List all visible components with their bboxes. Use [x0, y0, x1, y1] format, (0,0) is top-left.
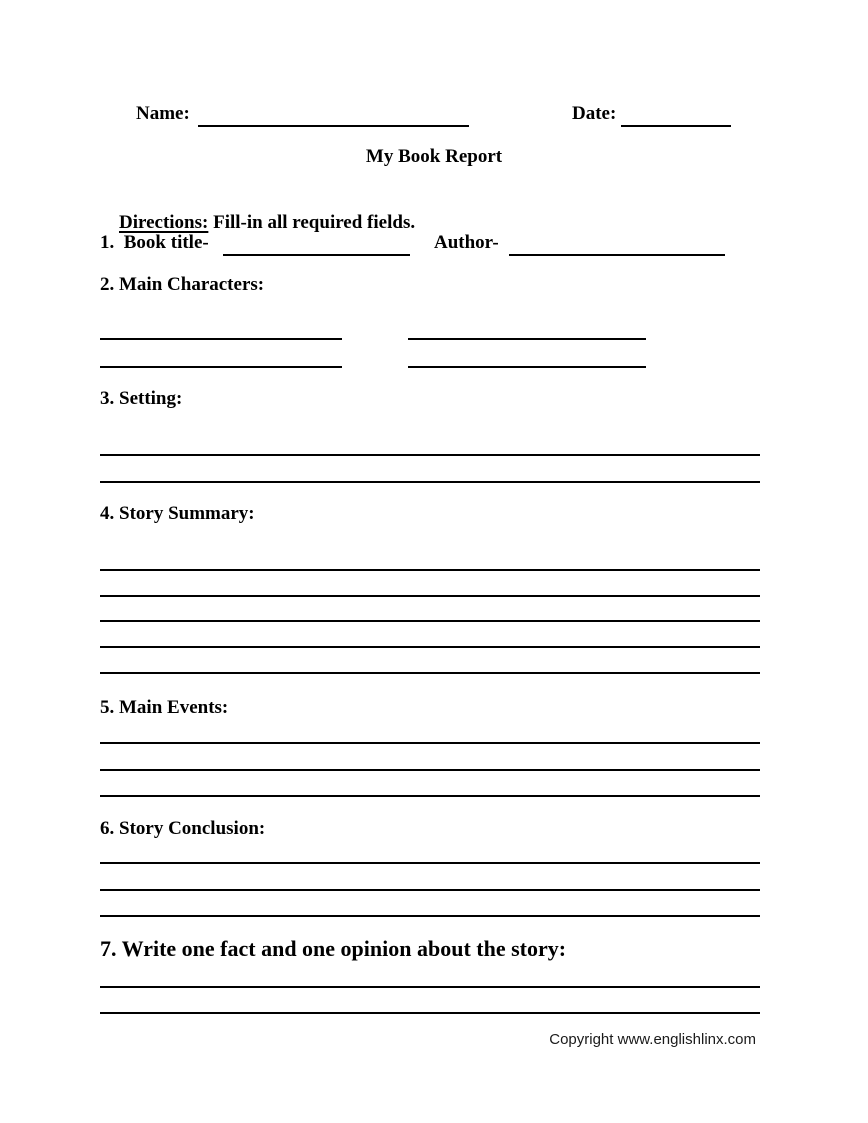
directions-text: Fill-in all required fields.: [208, 212, 416, 233]
setting-fill-line[interactable]: [100, 481, 760, 483]
name-label: Name:: [136, 103, 190, 124]
copyright-text: Copyright www.englishlinx.com: [549, 1031, 756, 1048]
summary-fill-line[interactable]: [100, 672, 760, 674]
setting-fill-line[interactable]: [100, 454, 760, 456]
conclusion-fill-line[interactable]: [100, 862, 760, 864]
summary-fill-line[interactable]: [100, 595, 760, 597]
character-fill-line[interactable]: [100, 338, 342, 340]
date-fill-line[interactable]: [621, 125, 731, 127]
name-fill-line[interactable]: [198, 125, 469, 127]
events-fill-line[interactable]: [100, 795, 760, 797]
summary-fill-line[interactable]: [100, 646, 760, 648]
events-fill-line[interactable]: [100, 769, 760, 771]
fact-opinion-heading: 7. Write one fact and one opinion about the story:: [100, 936, 567, 961]
author-fill-line[interactable]: [509, 254, 725, 256]
story-conclusion-heading: 6. Story Conclusion:: [100, 818, 266, 839]
character-fill-line[interactable]: [408, 366, 646, 368]
page-title: My Book Report: [365, 146, 503, 167]
summary-fill-line[interactable]: [100, 569, 760, 571]
main-events-heading: 5. Main Events:: [100, 697, 229, 718]
character-fill-line[interactable]: [100, 366, 342, 368]
events-fill-line[interactable]: [100, 742, 760, 744]
conclusion-fill-line[interactable]: [100, 915, 760, 917]
character-fill-line[interactable]: [408, 338, 646, 340]
conclusion-fill-line[interactable]: [100, 889, 760, 891]
book-title-label: 1. Book title-: [100, 232, 209, 253]
date-label: Date:: [572, 103, 617, 124]
setting-heading: 3. Setting:: [100, 388, 183, 409]
fact-opinion-fill-line[interactable]: [100, 1012, 760, 1014]
book-title-fill-line[interactable]: [223, 254, 410, 256]
summary-fill-line[interactable]: [100, 620, 760, 622]
author-label: Author-: [434, 232, 499, 253]
story-summary-heading: 4. Story Summary:: [100, 503, 255, 524]
fact-opinion-fill-line[interactable]: [100, 986, 760, 988]
main-characters-heading: 2. Main Characters:: [100, 274, 265, 295]
directions-label: Directions:: [119, 212, 209, 233]
